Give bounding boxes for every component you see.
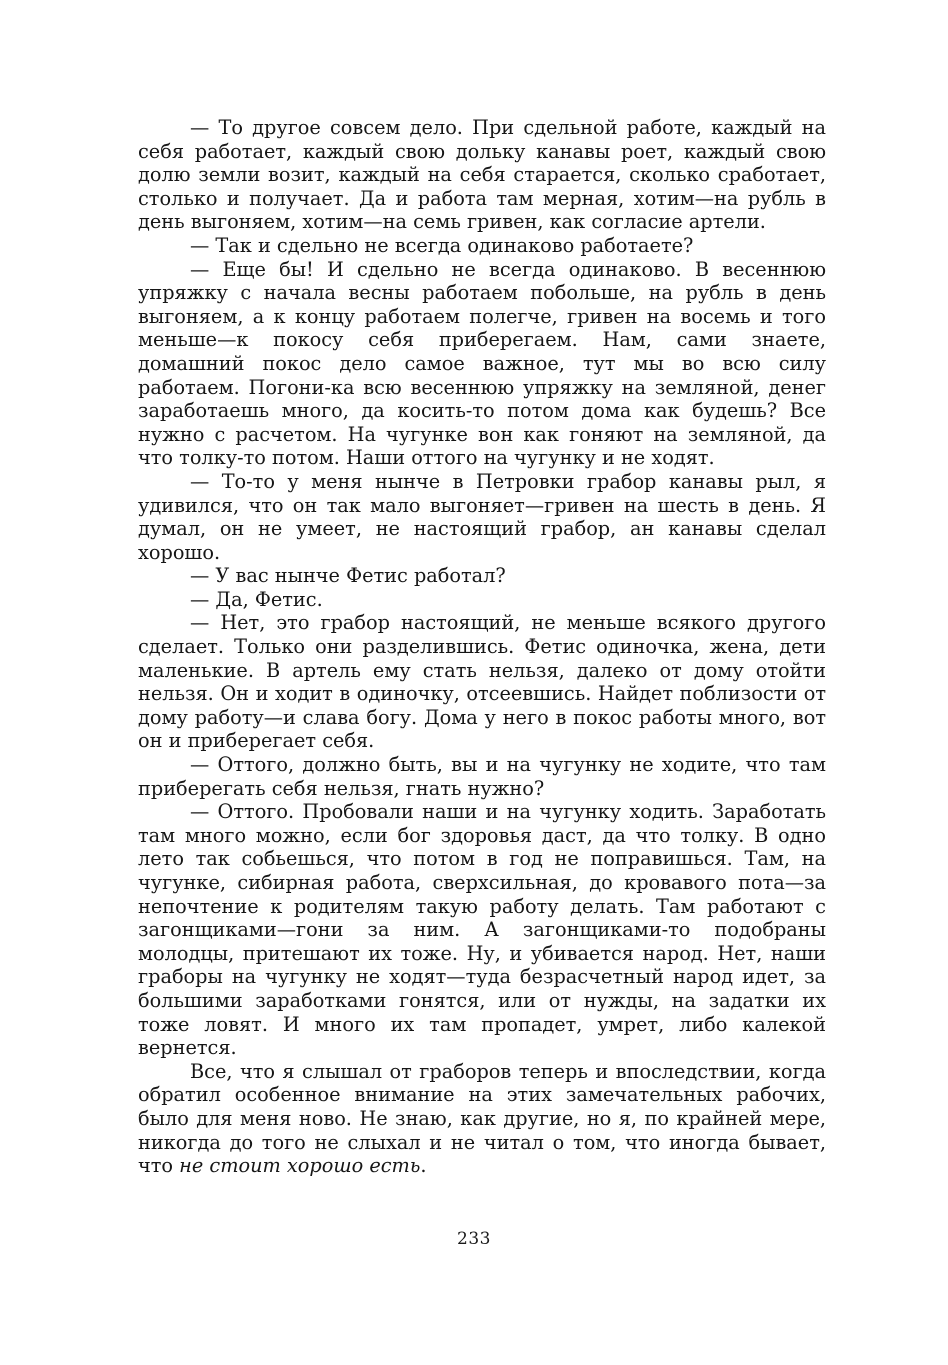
paragraph-5: — У вас нынче Фетис работал? [190, 564, 506, 588]
final-paragraph-text: Все, что я слышал от граборов теперь и впоследствии, когда обратил особенное внимание на этих замечательных рабочих, было для меня ново. Не знаю, как другие, но я, по крайней мере, никогда до того не слыхал и не читал о том, что иногда бывает, что [138, 1059, 826, 1178]
paragraph-2: — Так и сдельно не всегда одинаково работаете? [190, 233, 694, 257]
paragraph-4: — То-то у меня нынче в Петровки грабор канавы рыл, я удивился, что он так мало выгоняет—гривен на шесть в день. Я думал, он не умеет, не настоящий грабор, ан канавы сделал хорошо. [138, 469, 826, 564]
paragraph-6: — Да, Фетис. [190, 587, 323, 611]
paragraph-7: — Нет, это грабор настоящий, не меньше всякого другого сделает. Только они разделившись. Фетис одиночка, жена, дети маленькие. В артель ему стать нельзя, далеко от дому отойти нельзя. Он и ходит в одиночку, отсеевшись. Найдет поблизости от дому работу—и слава богу. Дома у него в покос работы много, вот он и приберегает себя. [138, 611, 826, 753]
paragraph-9: — Оттого. Пробовали наши и на чугунку ходить. Заработать там много можно, если бог здоровья даст, да что толку. В одно лето так собьешься, что потом в год не поправишься. Там, на чугунке, сибирная работа, сверхсильная, до кровавого пота—за непочтение к родителям такую работу делать. Там работают с загонщиками—гони за ним. А загонщиками-то подобраны молодцы, притешают их тоже. Ну, и убивается народ. Нет, наши граборы на чугунку не ходят—туда безрасчетный народ идет, за большими заработками гонятся, или от нужды, на задатки их тоже ловят. И много их там пропадет, умрет, либо калекой вернется. [138, 800, 826, 1060]
paragraph-1: — То другое совсем дело. При сдельной работе, каждый на себя работает, каждый свою дольку канавы роет, каждый свою долю земли возит, каждый на себя старается, сколько сработает, столько и получает. Да и работа там мерная, хотим—на рубль в день выгоняем, хотим—на семь гривен, как согласие артели. [138, 116, 826, 234]
page-number: 233 [457, 1229, 491, 1249]
paragraph-3: — Еще бы! И сдельно не всегда одинаково. В весеннюю упряжку с начала весны работаем побольше, на рубль в день выгоняем, а к концу работаем полегче, гривен на восемь и того меньше—к покосу себя приберегаем. Нам, сами знаете, домашний покос дело самое важное, тут мы во всю силу работаем. Погони-ка всю весеннюю упряжку на земляной, денег заработаешь много, да косить-то потом дома как будешь? Все нужно с расчетом. На чугунке вон как гоняют на земляной, да что толку-то потом. Наши оттого на чугунку и не ходят. [138, 257, 826, 470]
final-paragraph-emphasis: не стоит хорошо есть [179, 1154, 421, 1178]
paragraph-final [138, 1060, 826, 1178]
final-paragraph-tail: . [420, 1154, 427, 1178]
body-text [138, 116, 826, 1178]
paragraph-8: — Оттого, должно быть, вы и на чугунку не ходите, что там приберегать себя нельзя, гнать нужно? [138, 753, 826, 800]
